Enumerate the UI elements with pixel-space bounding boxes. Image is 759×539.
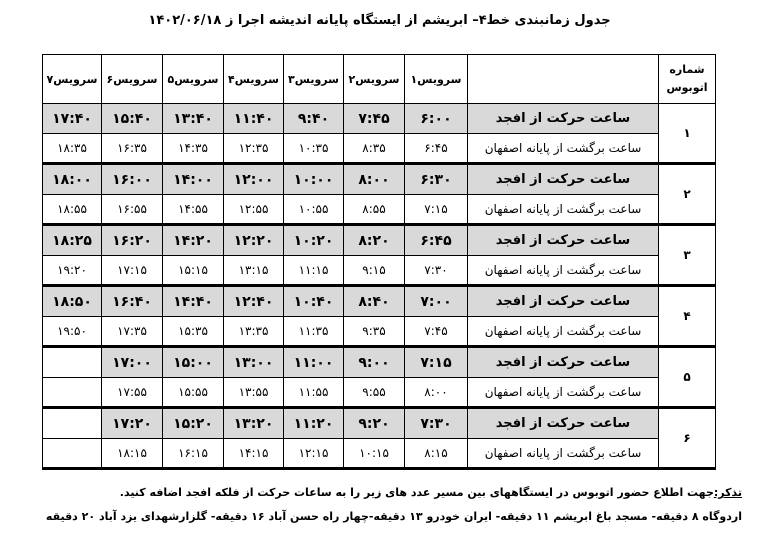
header-bus-number (659, 55, 716, 104)
departure-row (43, 286, 716, 317)
departure-row (43, 408, 716, 439)
departure-time: ۱۱:۴۰ (224, 104, 284, 134)
departure-time: ۱۸:۰۰ (43, 164, 102, 195)
departure-time: ۷:۴۵ (344, 104, 405, 134)
return-time: ۹:۱۵ (344, 256, 405, 286)
departure-time (43, 347, 102, 378)
reminder-label: تذکر: (713, 486, 742, 499)
return-label: ساعت برگشت از پایانه اصفهان (468, 439, 659, 469)
departure-time: ۱۷:۴۰ (43, 104, 102, 134)
return-time: ۱۵:۳۵ (163, 317, 224, 347)
return-time (43, 439, 102, 469)
departure-time: ۱۵:۴۰ (102, 104, 163, 134)
departure-time: ۶:۰۰ (405, 104, 468, 134)
departure-time: ۹:۰۰ (344, 347, 405, 378)
departure-time: ۷:۱۵ (405, 347, 468, 378)
departure-time: ۱۰:۴۰ (284, 286, 344, 317)
departure-label: ساعت حرکت از افجد (468, 408, 659, 439)
departure-time: ۱۲:۲۰ (224, 225, 284, 256)
return-row (43, 378, 716, 408)
offsets-note: اردوگاه ۸ دقیقه- مسجد باغ ابریشم ۱۱ دقیقه- ایران خودرو ۱۳ دقیقه-چهار راه حسن آباد ۱۶ دقیقه- گلزارشهدای یزد آباد ۲۰ دقیقه (45, 510, 742, 523)
departure-time: ۱۲:۴۰ (224, 286, 284, 317)
departure-time: ۷:۳۰ (405, 408, 468, 439)
departure-time: ۱۷:۲۰ (102, 408, 163, 439)
departure-label: ساعت حرکت از افجد (468, 104, 659, 134)
departure-time: ۱۱:۰۰ (284, 347, 344, 378)
departure-time: ۱۴:۴۰ (163, 286, 224, 317)
return-time: ۱۴:۳۵ (163, 134, 224, 164)
return-time: ۸:۵۵ (344, 195, 405, 225)
return-row (43, 317, 716, 347)
return-label: ساعت برگشت از پایانه اصفهان (468, 256, 659, 286)
departure-time: ۱۴:۰۰ (163, 164, 224, 195)
schedule-table (42, 54, 716, 470)
return-time: ۱۱:۳۵ (284, 317, 344, 347)
return-time: ۸:۱۵ (405, 439, 468, 469)
return-label: ساعت برگشت از پایانه اصفهان (468, 195, 659, 225)
return-time: ۹:۳۵ (344, 317, 405, 347)
return-label: ساعت برگشت از پایانه اصفهان (468, 378, 659, 408)
departure-time: ۱۵:۰۰ (163, 347, 224, 378)
header-service: سرویس۷ (43, 55, 102, 104)
departure-time: ۱۶:۰۰ (102, 164, 163, 195)
return-time: ۱۲:۵۵ (224, 195, 284, 225)
departure-row (43, 164, 716, 195)
return-time: ۱۷:۳۵ (102, 317, 163, 347)
departure-label: ساعت حرکت از افجد (468, 164, 659, 195)
return-time: ۸:۳۵ (344, 134, 405, 164)
departure-time: ۱۳:۲۰ (224, 408, 284, 439)
header-service: سرویس۲ (344, 55, 405, 104)
header-row (43, 55, 716, 104)
header-service: سرویس۵ (163, 55, 224, 104)
bus-number: ۵ (659, 347, 716, 408)
departure-time: ۸:۰۰ (344, 164, 405, 195)
reminder-text: جهت اطلاع حضور اتوبوس در ایستگاههای بین مسیر عدد های زیر را به ساعات حرکت از فلکه افجد اضافه کنید. (119, 486, 714, 499)
departure-time: ۱۲:۰۰ (224, 164, 284, 195)
departure-time: ۱۳:۴۰ (163, 104, 224, 134)
return-label: ساعت برگشت از پایانه اصفهان (468, 134, 659, 164)
departure-time: ۱۵:۲۰ (163, 408, 224, 439)
departure-time: ۱۸:۵۰ (43, 286, 102, 317)
departure-time: ۱۷:۰۰ (102, 347, 163, 378)
return-time: ۱۳:۱۵ (224, 256, 284, 286)
return-time: ۱۹:۲۰ (43, 256, 102, 286)
departure-time: ۸:۴۰ (344, 286, 405, 317)
return-time: ۱۰:۱۵ (344, 439, 405, 469)
return-time: ۱۱:۵۵ (284, 378, 344, 408)
return-time: ۱۵:۱۵ (163, 256, 224, 286)
return-time: ۷:۴۵ (405, 317, 468, 347)
return-time: ۱۹:۵۰ (43, 317, 102, 347)
header-label-column (468, 55, 659, 104)
departure-time: ۶:۳۰ (405, 164, 468, 195)
return-time: ۱۰:۳۵ (284, 134, 344, 164)
return-time: ۱۲:۱۵ (284, 439, 344, 469)
return-time: ۱۷:۱۵ (102, 256, 163, 286)
departure-label: ساعت حرکت از افجد (468, 347, 659, 378)
return-time: ۱۲:۳۵ (224, 134, 284, 164)
return-time: ۱۴:۵۵ (163, 195, 224, 225)
bus-number: ۱ (659, 104, 716, 164)
departure-time: ۱۶:۲۰ (102, 225, 163, 256)
return-time: ۱۶:۳۵ (102, 134, 163, 164)
return-time: ۱۰:۵۵ (284, 195, 344, 225)
return-time: ۱۷:۵۵ (102, 378, 163, 408)
bus-number: ۴ (659, 286, 716, 347)
departure-label: ساعت حرکت از افجد (468, 225, 659, 256)
return-time: ۱۶:۱۵ (163, 439, 224, 469)
return-time: ۷:۳۰ (405, 256, 468, 286)
bus-number: ۳ (659, 225, 716, 286)
return-time: ۱۶:۵۵ (102, 195, 163, 225)
bus-number: ۲ (659, 164, 716, 225)
return-time: ۱۱:۱۵ (284, 256, 344, 286)
departure-time (43, 408, 102, 439)
departure-time: ۶:۴۵ (405, 225, 468, 256)
departure-time: ۱۰:۲۰ (284, 225, 344, 256)
return-time: ۹:۵۵ (344, 378, 405, 408)
departure-time: ۱۸:۲۵ (43, 225, 102, 256)
header-bus-number-line2: اتوبوس (666, 81, 708, 94)
departure-row (43, 347, 716, 378)
departure-time: ۱۰:۰۰ (284, 164, 344, 195)
departure-row (43, 104, 716, 134)
page-title: جدول زمانبندی خط۴– ابریشم از ایستگاه پایانه اندیشه اجرا ز ۱۴۰۲/۰۶/۱۸ (148, 13, 611, 28)
return-time (43, 378, 102, 408)
departure-time: ۹:۲۰ (344, 408, 405, 439)
bus-number: ۶ (659, 408, 716, 469)
header-service: سرویس۳ (284, 55, 344, 104)
return-time: ۱۵:۵۵ (163, 378, 224, 408)
return-time: ۱۸:۳۵ (43, 134, 102, 164)
return-row (43, 134, 716, 164)
return-time: ۱۸:۵۵ (43, 195, 102, 225)
return-time: ۱۳:۵۵ (224, 378, 284, 408)
header-service: سرویس۴ (224, 55, 284, 104)
header-service: سرویس۶ (102, 55, 163, 104)
departure-time: ۸:۲۰ (344, 225, 405, 256)
return-time: ۷:۱۵ (405, 195, 468, 225)
departure-time: ۱۴:۲۰ (163, 225, 224, 256)
return-time: ۸:۰۰ (405, 378, 468, 408)
return-row (43, 195, 716, 225)
header-bus-number-line1: شماره (669, 63, 705, 76)
departure-label: ساعت حرکت از افجد (468, 286, 659, 317)
return-time: ۱۳:۳۵ (224, 317, 284, 347)
return-row (43, 256, 716, 286)
departure-time: ۱۶:۴۰ (102, 286, 163, 317)
return-label: ساعت برگشت از پایانه اصفهان (468, 317, 659, 347)
departure-time: ۱۱:۲۰ (284, 408, 344, 439)
departure-row (43, 225, 716, 256)
return-row (43, 439, 716, 469)
header-service: سرویس۱ (405, 55, 468, 104)
departure-time: ۹:۴۰ (284, 104, 344, 134)
return-time: ۶:۴۵ (405, 134, 468, 164)
departure-time: ۷:۰۰ (405, 286, 468, 317)
return-time: ۱۴:۱۵ (224, 439, 284, 469)
departure-time: ۱۳:۰۰ (224, 347, 284, 378)
return-time: ۱۸:۱۵ (102, 439, 163, 469)
reminder-note (20, 486, 742, 499)
